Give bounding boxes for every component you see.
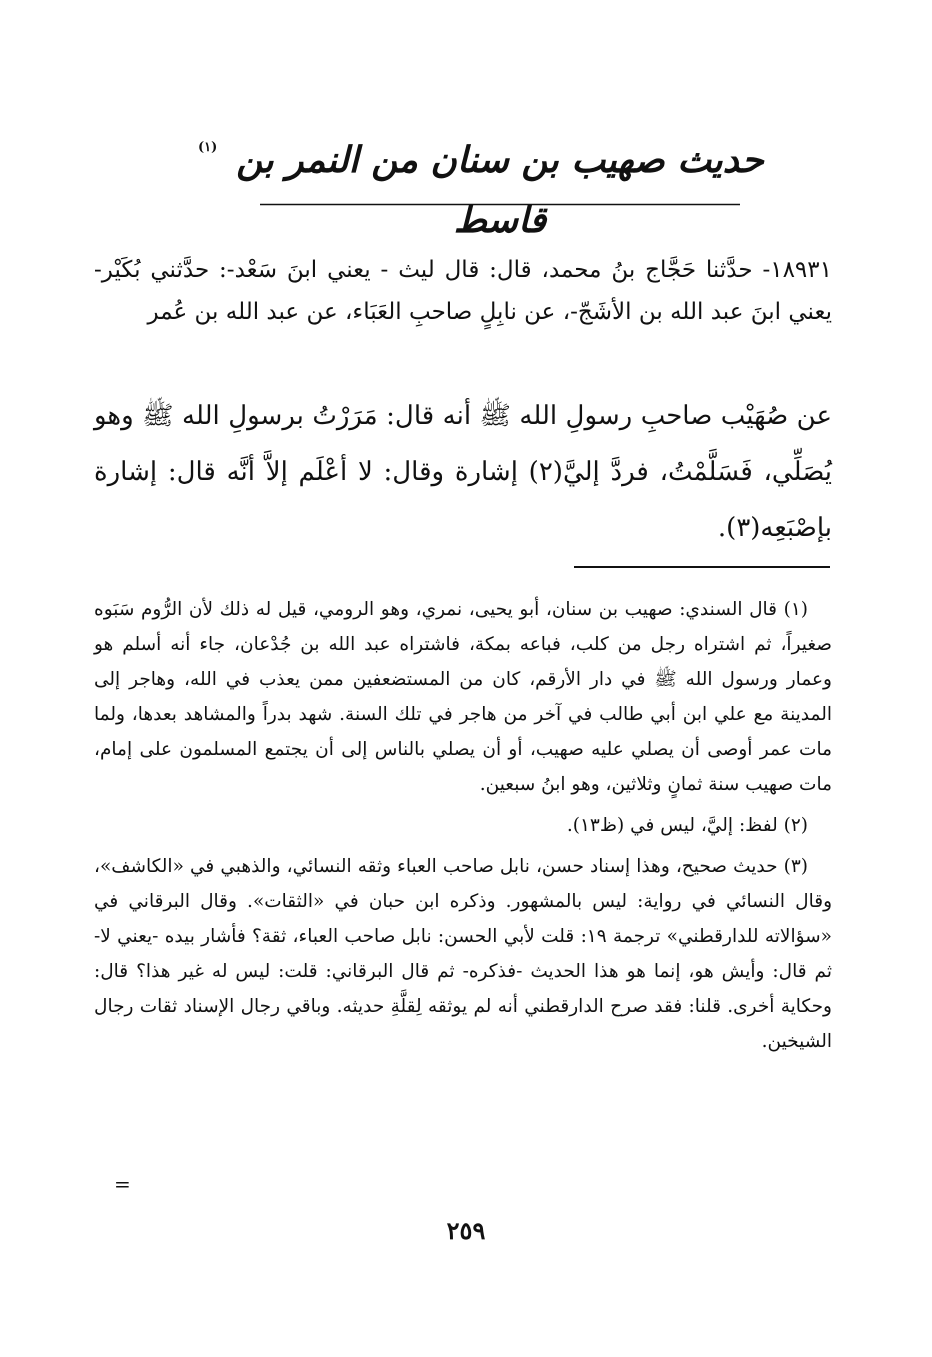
footnote-2: (٢) لفظ: إليَّ، ليس في (ظ١٣). [566, 815, 808, 836]
title-footnote-marker: (١) [198, 140, 218, 155]
footnotes [94, 592, 832, 1065]
hadith-isnad: ١٨٩٣١- حدَّثنا حَجَّاج بنُ محمد، قال: قال ليث - يعني ابنَ سَعْد-: حدَّثني بُكَيْر- يعني ابنَ عبد الله بن الأشَجّ-، عن نابِلٍ صاحبِ العَبَاء، عن عبد الله بن عُمر [94, 257, 832, 325]
hadith-matn: عن صُهَيْب صاحبِ رسولِ الله ﷺ أنه قال: مَرَرْتُ برسولِ الله ﷺ وهو يُصَلِّي، فَسَلَّمْتُ، فردَّ إليَّ(٢) إشارة وقال: لا أعْلَم إلاَّ أنَّه قال: إشارة بإصْبَعِه(٣). [94, 401, 832, 543]
title-underline-flourish [200, 203, 800, 206]
footnote-1: (١) قال السندي: صهيب بن سنان، أبو يحيى، نمري، وهو الرومي، قيل له ذلك لأن الرُّوم سَبَوه صغيراً، ثم اشتراه رجل من كلب، فباعه بمكة، فاشتراه عبد الله بن جُدْعان، جاء أنه أسلم هو وعمار ورسول الله ﷺ في دار الأرقم، كان من المستضعفين ممن يعذب في الله، وهاجر إلى المدينة مع علي ابن أبي طالب في آخر من هاجر في تلك السنة. شهد بدراً والمشاهد بعدها، ولما مات عمر أوصى أن يصلي عليه صهيب، أو أن يصلي بالناس إلى أن يجتمع المسلمون على إمام، مات صهيب سنة ثمانٍ وثلاثين، وهو ابنُ سبعين. [94, 599, 832, 795]
chapter-title-block [200, 130, 800, 241]
footnote-separator [574, 566, 830, 568]
chapter-title: حديث صهيب بن سنان من النمر بن قاسط [236, 139, 764, 241]
page-number: ٢٥٩ [446, 1216, 486, 1245]
continuation-mark: = [114, 1172, 131, 1196]
footnote-3: (٣) حديث صحيح، وهذا إسناد حسن، نابل صاحب العباء وثقه النسائي، والذهبي في «الكاشف»، وقال النسائي في رواية: ليس بالمشهور. وذكره ابن حبان في «الثقات». وقال البرقاني في «سؤالاته للدارقطني» ترجمة ١٩: قلت لأبي الحسن: نابل صاحب العباء، ثقة؟ فأشار بيده -يعني لا- ثم قال: وأيش هو، إنما هو هذا الحديث -فذكره- ثم قال البرقاني: قلت: ليس له غير هذا؟ قال: وحكاية أخرى. قلنا: فقد صرح الدارقطني أنه لم يوثقه لِقلَّةِ حديثه. وباقي رجال الإسناد ثقات رجال الشيخين. [94, 856, 832, 1052]
